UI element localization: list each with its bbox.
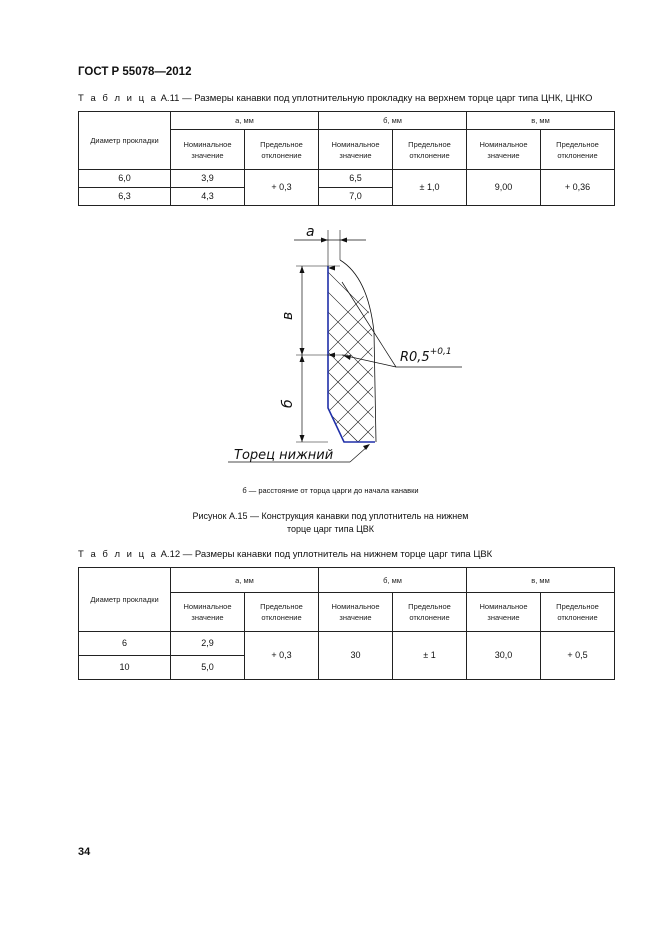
- dim-v-label: в: [280, 311, 296, 320]
- table11-title: А.11 — Размеры канавки под уплотнительную прокладку на верхнем торце царг типа ЦНК, ЦНКО: [157, 93, 593, 104]
- table12-caption: [78, 549, 492, 560]
- header-group-b: б, мм: [319, 568, 467, 593]
- cell-b-nominal: 6,5: [319, 170, 393, 188]
- cell-a-nominal: 5,0: [171, 656, 245, 680]
- figure-caption-line1: Рисунок А.15 — Конструкция канавки под уплотнитель на нижнем: [192, 511, 469, 521]
- table12-title: А.12 — Размеры канавки под уплотнитель на нижнем торце царг типа ЦВК: [157, 549, 493, 560]
- header-tolerance: Предельное отклонение: [245, 593, 319, 632]
- cell-a-nominal: 3,9: [171, 170, 245, 188]
- header-tolerance: Предельное отклонение: [541, 130, 615, 170]
- cell-v-nominal: 30,0: [467, 632, 541, 680]
- table-row: [79, 170, 615, 188]
- cell-a-nominal: 4,3: [171, 188, 245, 206]
- table12-label: Т а б л и ц а: [78, 549, 158, 560]
- header-nominal: Номинальное значение: [467, 130, 541, 170]
- radius-tolerance: +0,1: [429, 347, 452, 357]
- cell-v-nominal: 9,00: [467, 170, 541, 206]
- cell-v-tolerance: + 0,36: [541, 170, 615, 206]
- table-a11: [78, 111, 615, 206]
- header-tolerance: Предельное отклонение: [393, 130, 467, 170]
- groove-drawing-svg: [218, 222, 508, 474]
- header-group-v: в, мм: [467, 112, 615, 130]
- groove-drawing: [218, 222, 508, 479]
- cell-diameter: 6: [79, 632, 171, 656]
- radius-value: R0,5: [400, 350, 430, 365]
- cell-a-tolerance: + 0,3: [245, 170, 319, 206]
- header-nominal: Номинальное значение: [171, 593, 245, 632]
- dim-b-label: б: [280, 399, 296, 408]
- header-diameter: Диаметр прокладки: [79, 568, 171, 632]
- page-number: 34: [78, 846, 91, 858]
- cell-b-tolerance: ± 1: [393, 632, 467, 680]
- figure-caption: [0, 510, 661, 536]
- cell-b-tolerance: ± 1,0: [393, 170, 467, 206]
- header-nominal: Номинальное значение: [171, 130, 245, 170]
- cell-v-tolerance: + 0,5: [541, 632, 615, 680]
- header-nominal: Номинальное значение: [319, 130, 393, 170]
- radius-label: [400, 347, 452, 365]
- table-row: [79, 632, 615, 656]
- header-group-a: а, мм: [171, 568, 319, 593]
- cell-a-nominal: 2,9: [171, 632, 245, 656]
- figure-caption-line2: торце царг типа ЦВК: [287, 524, 374, 534]
- header-tolerance: Предельное отклонение: [393, 593, 467, 632]
- header-tolerance: Предельное отклонение: [245, 130, 319, 170]
- cell-b-nominal: 7,0: [319, 188, 393, 206]
- table11-label: Т а б л и ц а: [78, 93, 158, 104]
- seal-hatching: [218, 262, 508, 442]
- table-a12: [78, 567, 615, 680]
- header-nominal: Номинальное значение: [319, 593, 393, 632]
- header-group-a: а, мм: [171, 112, 319, 130]
- header-diameter: Диаметр прокладки: [79, 112, 171, 170]
- document-id: ГОСТ Р 55078—2012: [78, 66, 192, 78]
- cell-b-nominal: 30: [319, 632, 393, 680]
- header-tolerance: Предельное отклонение: [541, 593, 615, 632]
- cell-diameter: 10: [79, 656, 171, 680]
- cell-a-tolerance: + 0,3: [245, 632, 319, 680]
- header-group-v: в, мм: [467, 568, 615, 593]
- face-label: Торец нижний: [234, 448, 334, 463]
- table11-caption: [78, 93, 592, 104]
- cell-diameter: 6,0: [79, 170, 171, 188]
- dim-a-label: a: [306, 224, 315, 240]
- header-nominal: Номинальное значение: [467, 593, 541, 632]
- cell-diameter: 6,3: [79, 188, 171, 206]
- figure-note: б — расстояние от торца царги до начала канавки: [242, 486, 419, 495]
- header-group-b: б, мм: [319, 112, 467, 130]
